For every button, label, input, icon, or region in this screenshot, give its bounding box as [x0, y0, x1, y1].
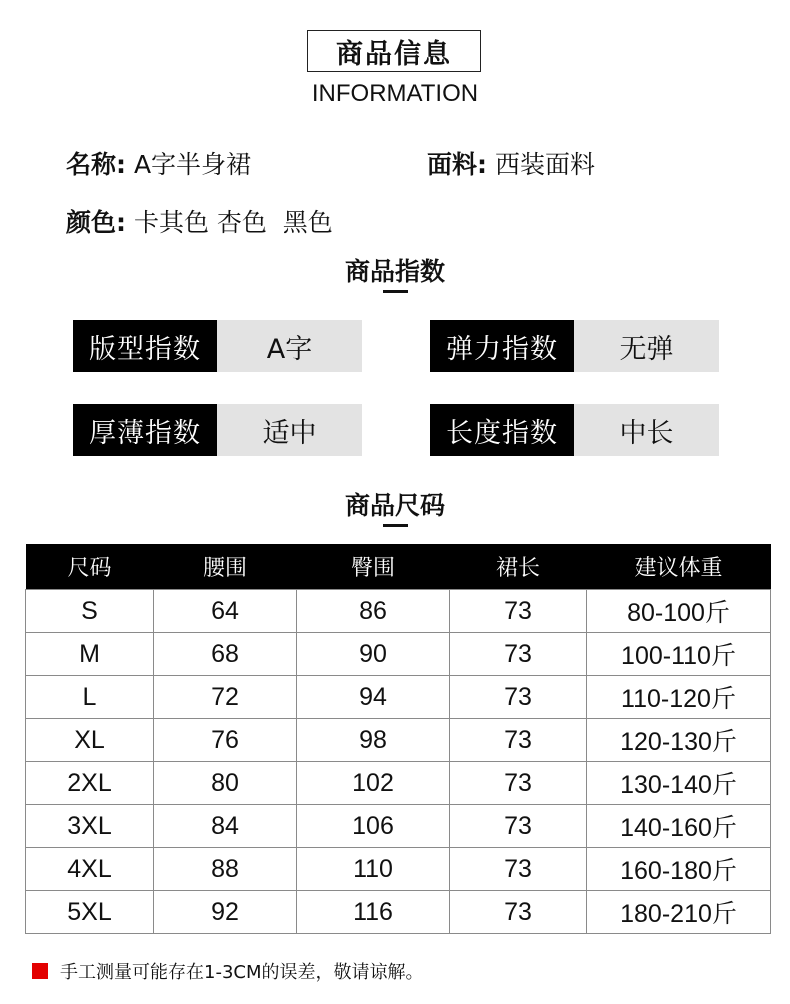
cell-hip: 106 [297, 805, 450, 848]
page-title-box [307, 30, 481, 72]
cell-waist: 68 [154, 633, 297, 676]
cell-hip: 98 [297, 719, 450, 762]
cell-weight: 160-180斤 [587, 848, 771, 891]
indices-title-underline [383, 290, 408, 293]
cell-hip: 102 [297, 762, 450, 805]
cell-length: 73 [450, 590, 587, 633]
cell-weight: 110-120斤 [587, 676, 771, 719]
info-name-value: A字半身裙 [133, 150, 252, 179]
header-length: 裙长 [450, 544, 587, 590]
size-table-header-row [26, 544, 771, 590]
index-length-value: 中长 [574, 404, 719, 456]
index-fit [73, 320, 362, 372]
table-row [26, 676, 771, 719]
table-row [26, 805, 771, 848]
info-color-value: 卡其色 杏色 黑色 [133, 208, 333, 237]
index-fit-value: A字 [217, 320, 362, 372]
header-waist: 腰围 [154, 544, 297, 590]
cell-waist: 92 [154, 891, 297, 934]
index-length-label: 长度指数 [430, 404, 574, 456]
index-fit-label: 版型指数 [73, 320, 217, 372]
cell-weight: 120-130斤 [587, 719, 771, 762]
page-subtitle: INFORMATION [311, 80, 479, 107]
table-row [26, 719, 771, 762]
cell-length: 73 [450, 805, 587, 848]
cell-weight: 100-110斤 [587, 633, 771, 676]
info-color-row [66, 203, 333, 239]
cell-length: 73 [450, 719, 587, 762]
sizes-title-underline [383, 524, 408, 527]
cell-size: XL [26, 719, 154, 762]
info-name-key: 名称: [66, 150, 126, 179]
cell-waist: 84 [154, 805, 297, 848]
cell-length: 73 [450, 762, 587, 805]
index-elasticity-label: 弹力指数 [430, 320, 574, 372]
info-color-key: 颜色: [66, 208, 126, 237]
cell-waist: 64 [154, 590, 297, 633]
table-row [26, 848, 771, 891]
cell-weight: 140-160斤 [587, 805, 771, 848]
cell-length: 73 [450, 676, 587, 719]
indices-section-title: 商品指数 [344, 257, 445, 286]
index-elasticity [430, 320, 719, 372]
page-title: 商品信息 [336, 38, 452, 70]
cell-size: S [26, 590, 154, 633]
sizes-section-title: 商品尺码 [344, 491, 445, 520]
table-row [26, 891, 771, 934]
cell-length: 73 [450, 848, 587, 891]
table-row [26, 590, 771, 633]
cell-weight: 180-210斤 [587, 891, 771, 934]
table-row [26, 762, 771, 805]
cell-weight: 80-100斤 [587, 590, 771, 633]
info-fabric-key: 面料: [427, 150, 487, 179]
info-fabric-value: 西装面料 [494, 150, 595, 179]
index-length [430, 404, 719, 456]
cell-hip: 86 [297, 590, 450, 633]
measurement-note-text: 手工测量可能存在1-3CM的误差，敬请谅解。 [60, 962, 424, 983]
header-size: 尺码 [26, 544, 154, 590]
red-square-icon [32, 963, 48, 979]
table-row [26, 633, 771, 676]
cell-waist: 88 [154, 848, 297, 891]
cell-size: 4XL [26, 848, 154, 891]
cell-hip: 90 [297, 633, 450, 676]
cell-size: 2XL [26, 762, 154, 805]
cell-size: M [26, 633, 154, 676]
index-thickness-label: 厚薄指数 [73, 404, 217, 456]
cell-weight: 130-140斤 [587, 762, 771, 805]
index-elasticity-value: 无弹 [574, 320, 719, 372]
cell-length: 73 [450, 891, 587, 934]
cell-waist: 72 [154, 676, 297, 719]
cell-hip: 116 [297, 891, 450, 934]
cell-size: 3XL [26, 805, 154, 848]
index-thickness [73, 404, 362, 456]
cell-waist: 80 [154, 762, 297, 805]
header-hip: 臀围 [297, 544, 450, 590]
info-fabric-row [427, 145, 595, 181]
measurement-note [32, 958, 424, 984]
cell-size: L [26, 676, 154, 719]
cell-length: 73 [450, 633, 587, 676]
index-thickness-value: 适中 [217, 404, 362, 456]
cell-hip: 94 [297, 676, 450, 719]
cell-waist: 76 [154, 719, 297, 762]
size-table [25, 544, 771, 934]
cell-size: 5XL [26, 891, 154, 934]
info-name-row [66, 145, 251, 181]
header-weight: 建议体重 [587, 544, 771, 590]
cell-hip: 110 [297, 848, 450, 891]
